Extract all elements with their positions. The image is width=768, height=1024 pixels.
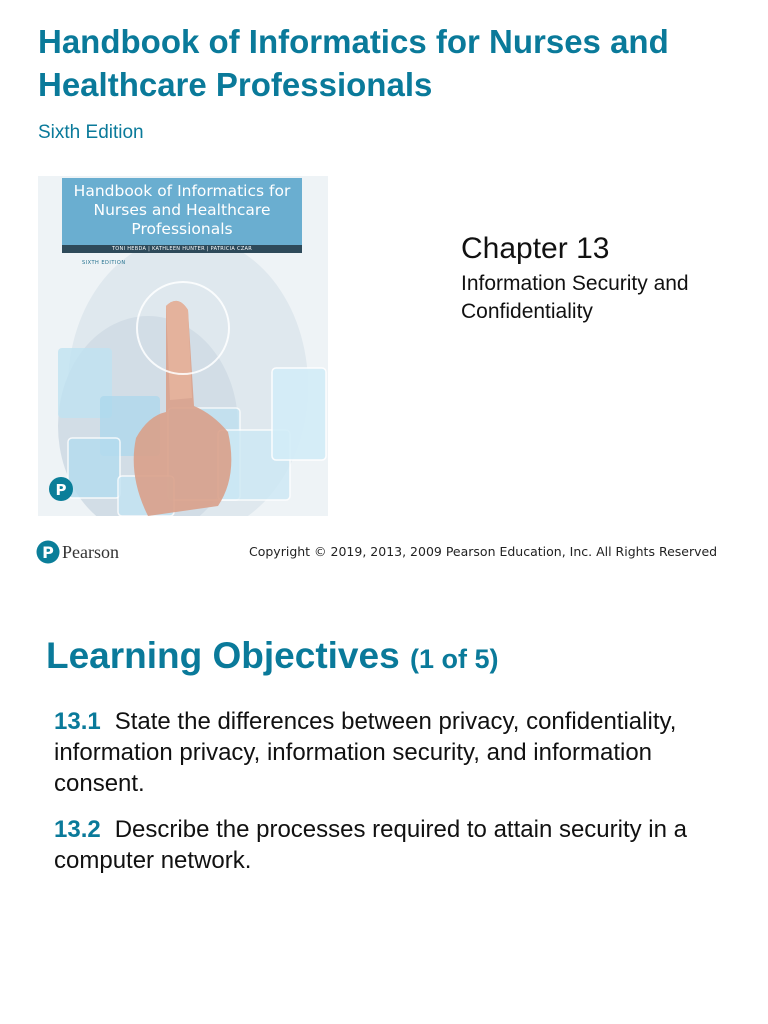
cover-edition-tag: SIXTH EDITION bbox=[82, 260, 126, 266]
svg-text:P: P bbox=[42, 543, 54, 562]
chapter-title: Information Security and Confidentiality bbox=[461, 272, 689, 323]
book-title: Handbook of Informatics for Nurses and Healthcare Professionals bbox=[38, 23, 669, 103]
objectives-count: (1 of 5) bbox=[409, 644, 499, 674]
cover-title: Handbook of Informatics for Nurses and Healthcare Professionals bbox=[73, 182, 291, 238]
svg-text:P: P bbox=[55, 481, 67, 499]
cover-authors: TONI HEBDA | KATHLEEN HUNTER | PATRICIA CZAR bbox=[62, 245, 302, 253]
objective-item bbox=[54, 814, 734, 876]
copyright-notice: Copyright © 2019, 2013, 2009 Pearson Education, Inc. All Rights Reserved bbox=[249, 544, 718, 559]
book-cover-image bbox=[38, 176, 328, 516]
objectives-slide bbox=[0, 600, 768, 1024]
publisher-name: Pearson bbox=[62, 542, 119, 562]
objectives-heading bbox=[46, 635, 498, 677]
chapter-number: Chapter 13 bbox=[461, 232, 610, 265]
edition-label: Sixth Edition bbox=[38, 122, 144, 143]
objective-item bbox=[54, 706, 734, 799]
objective-number: 13.2 bbox=[54, 816, 101, 843]
objective-text: Describe the processes required to attain security in a computer network. bbox=[54, 816, 688, 874]
objective-text: State the differences between privacy, confidentiality, information privacy, information security, and information consent. bbox=[54, 708, 677, 797]
pearson-logo-icon bbox=[36, 540, 60, 564]
objectives-title: Learning Objectives bbox=[46, 635, 400, 676]
objective-number: 13.1 bbox=[54, 708, 101, 735]
